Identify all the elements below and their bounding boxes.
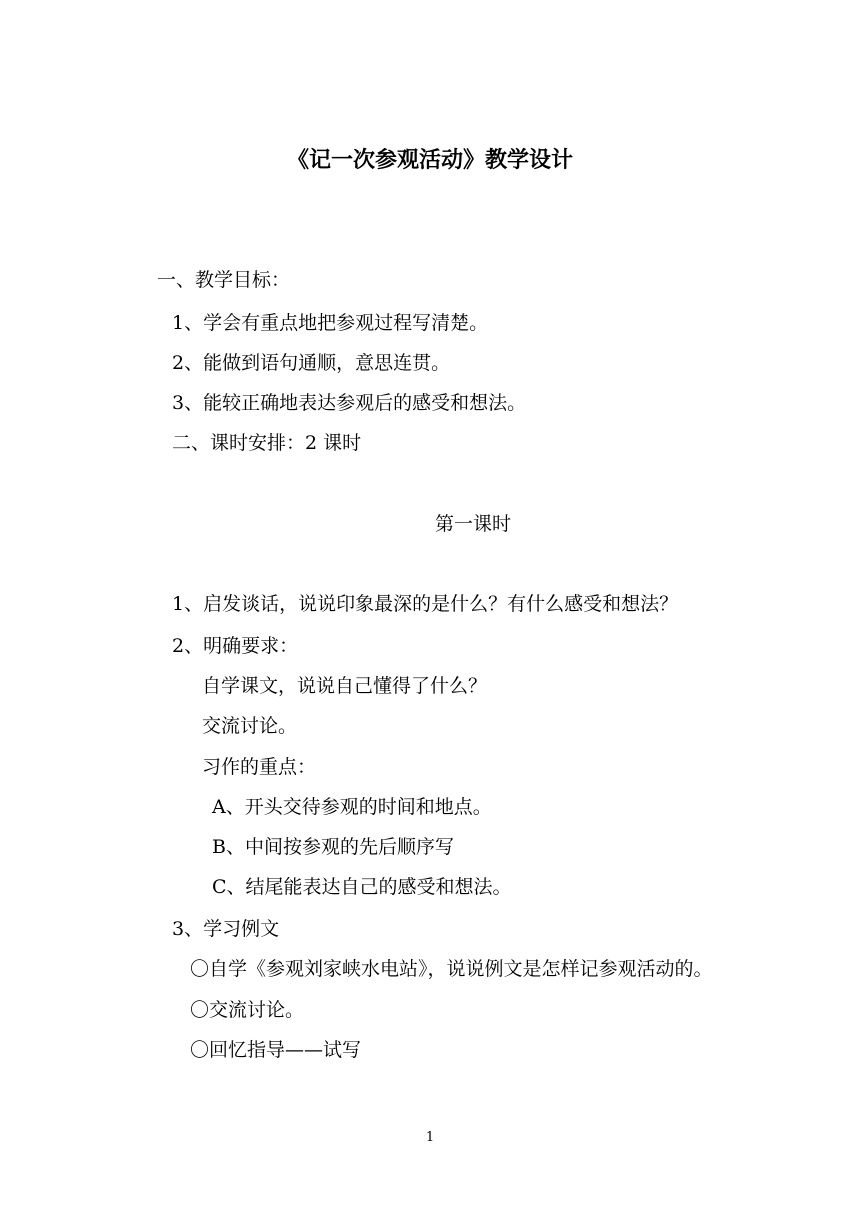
lesson-step-3-heading: 3、学习例文 <box>172 918 280 940</box>
step-2-line-2: 交流讨论。 <box>202 715 298 737</box>
step-2-line-3: 习作的重点： <box>202 756 317 778</box>
page-number: 1 <box>425 1130 435 1145</box>
step-3-bullet-3: 〇回忆指导——试写 <box>190 1039 362 1061</box>
lesson-step-2-heading: 2、明确要求： <box>172 635 299 657</box>
step-3-bullet-1: 〇自学《参观刘家峡水电站》，说说例文是怎样记参观活动的。 <box>190 958 713 980</box>
step-3-bullet-2: 〇交流讨论。 <box>190 999 305 1021</box>
goal-item-2: 2、能做到语句通顺，意思连贯。 <box>172 352 451 374</box>
goal-item-3: 3、能较正确地表达参观后的感受和想法。 <box>172 392 527 414</box>
goal-item-1: 1、学会有重点地把参观过程写清楚。 <box>172 312 489 334</box>
writing-point-b: B、中间按参观的先后顺序写 <box>212 836 454 858</box>
section-heading-schedule: 二、课时安排：2 课时 <box>172 432 362 454</box>
section-heading-goals: 一、教学目标： <box>157 269 291 291</box>
writing-point-c: C、结尾能表达自己的感受和想法。 <box>212 876 512 898</box>
lesson-heading: 第一课时 <box>435 513 512 535</box>
step-2-line-1: 自学课文，说说自己懂得了什么？ <box>202 675 488 697</box>
lesson-step-1: 1、启发谈话，说说印象最深的是什么？有什么感受和想法？ <box>172 593 679 615</box>
writing-point-a: A、开头交待参观的时间和地点。 <box>212 796 492 818</box>
document-title: 《记一次参观活动》教学设计 <box>286 147 573 173</box>
